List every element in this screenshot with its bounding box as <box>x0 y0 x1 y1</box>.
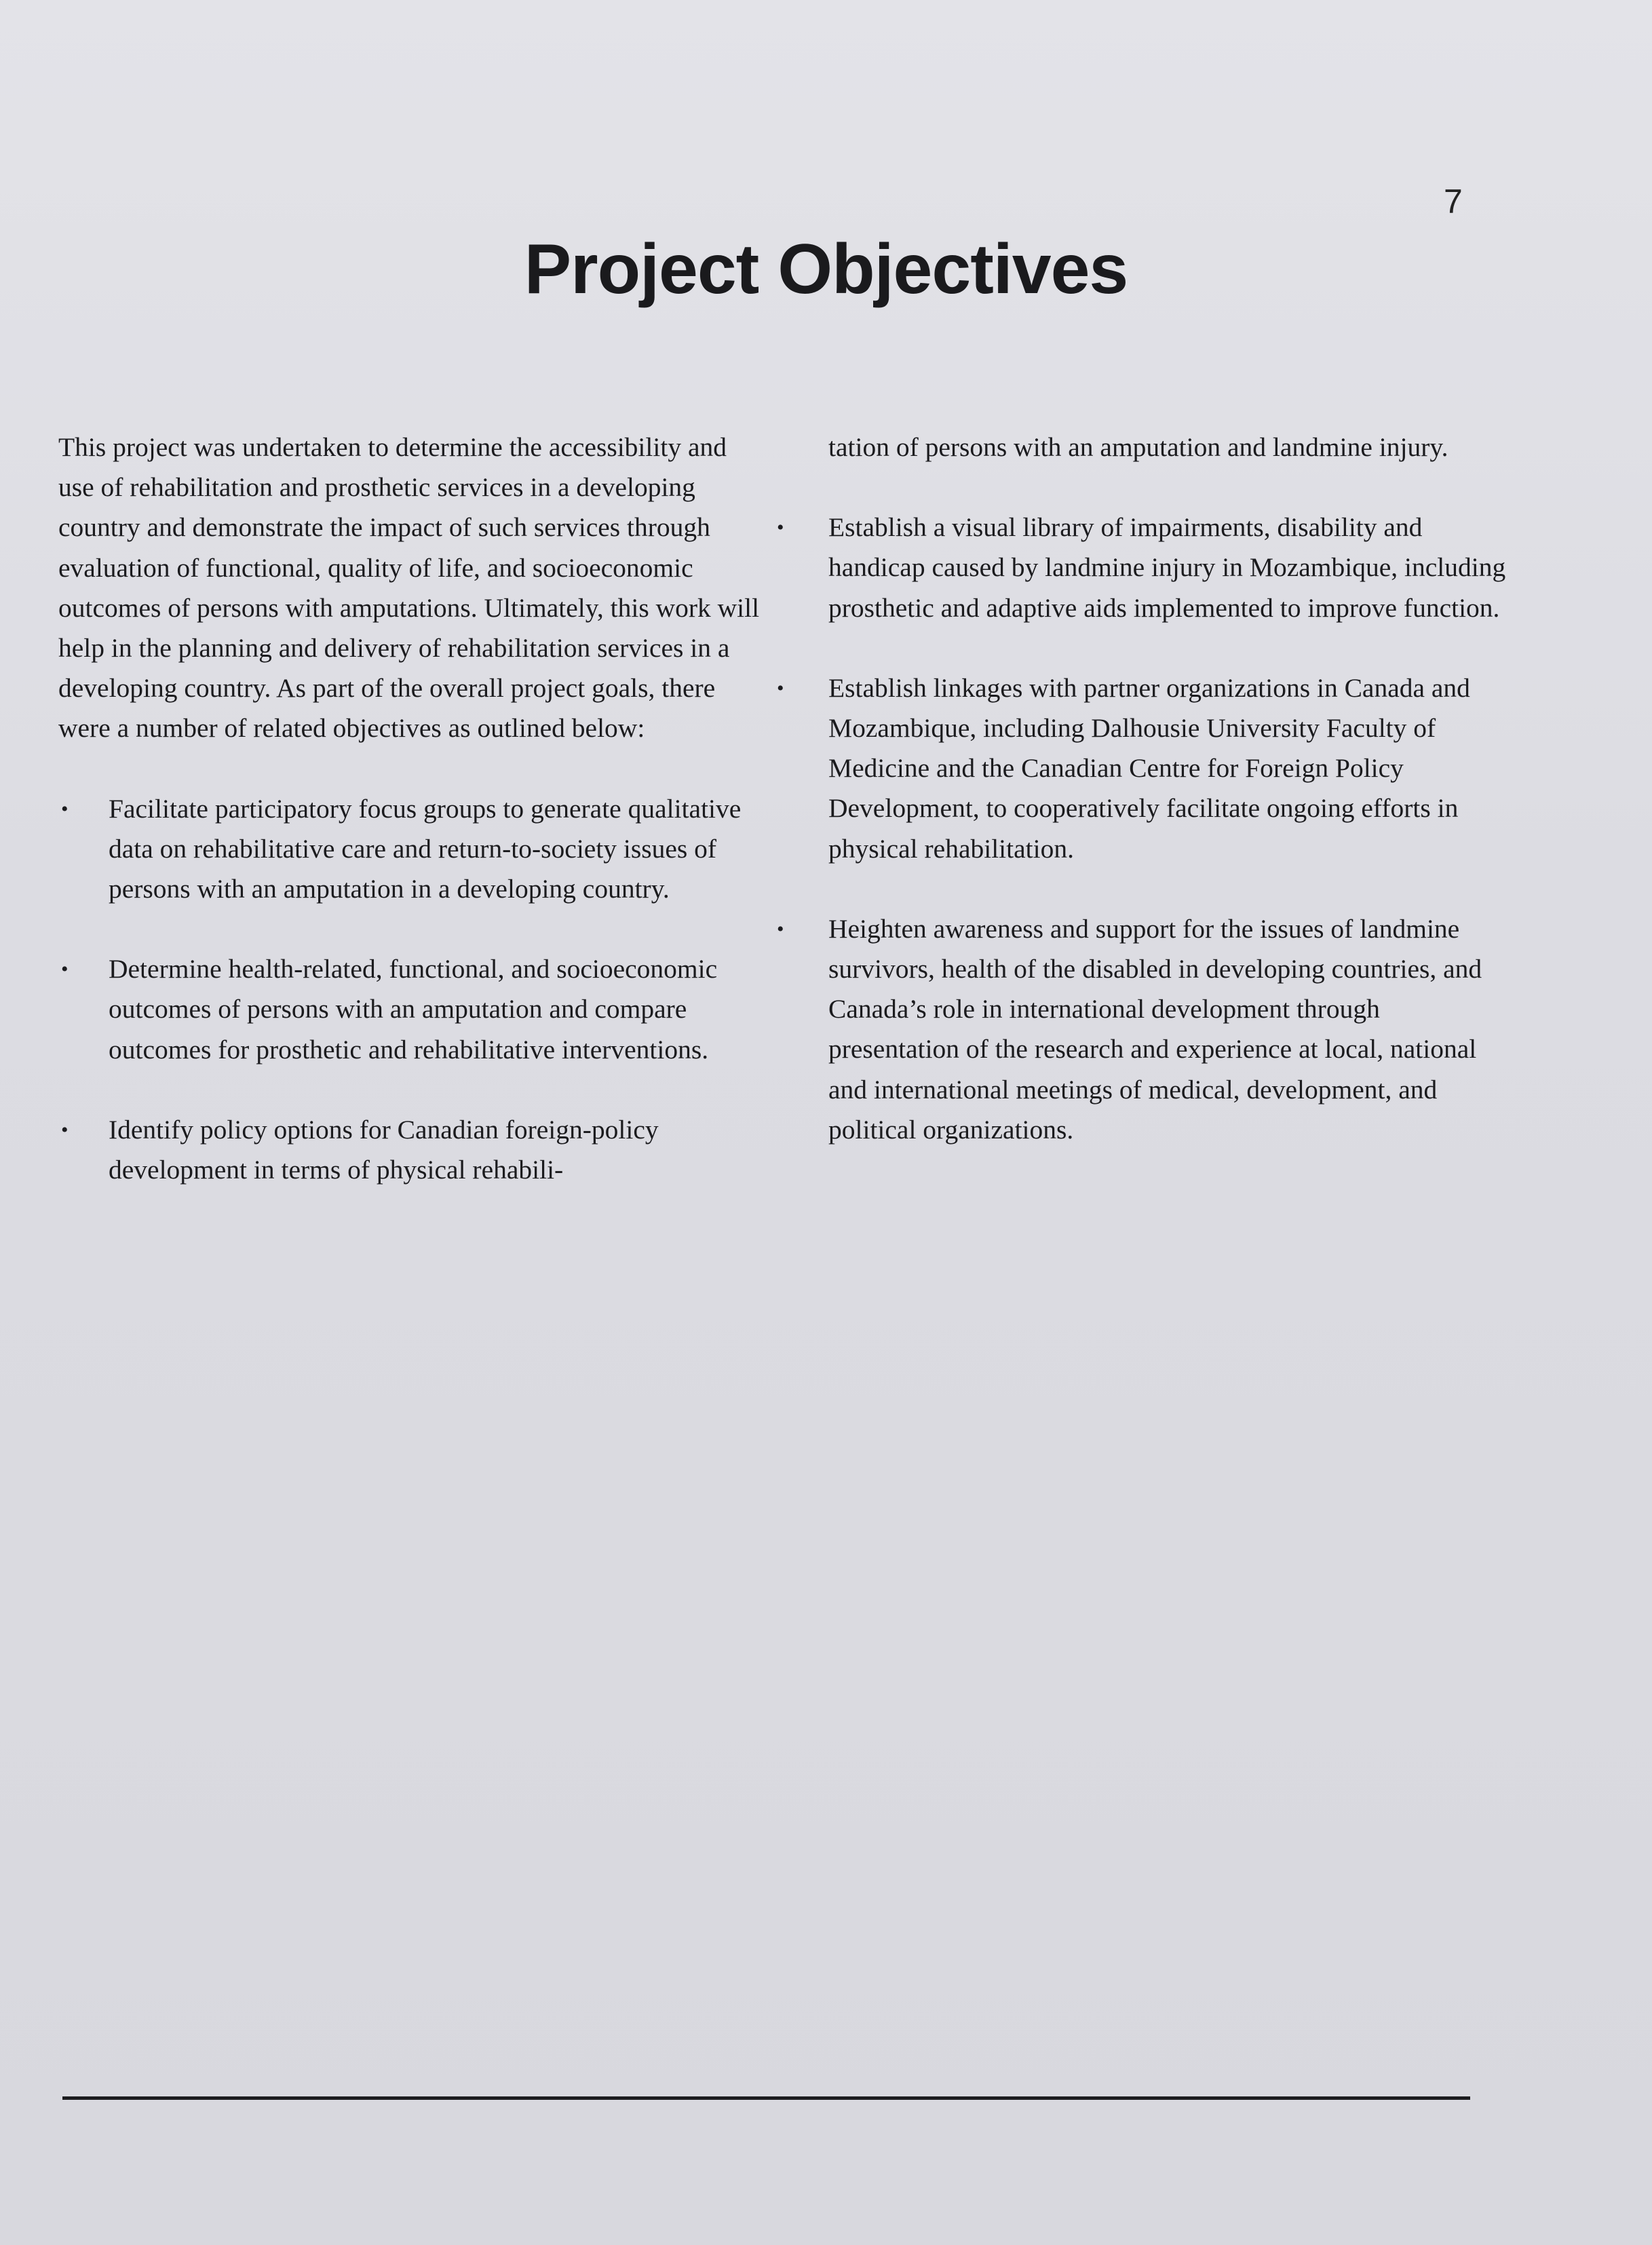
list-item <box>58 1110 764 1190</box>
page-number: 7 <box>1444 183 1463 220</box>
page-title: Project Objectives <box>524 230 1128 309</box>
list-item <box>58 789 764 910</box>
bullet-icon: • <box>777 516 784 539</box>
bullet-icon: • <box>61 797 69 820</box>
bullet-icon: • <box>61 1118 69 1141</box>
footer-rule <box>62 2096 1470 2100</box>
objective-text: Determine health-related, functional, and socioeconomic outcomes of persons with an amputation and compare outcomes for prosthetic and rehabilitative interventions. <box>109 954 718 1064</box>
right-column <box>777 427 1507 1150</box>
objectives-list-right <box>777 507 1507 1150</box>
objective-text: Establish linkages with partner organizations in Canada and Mozambique, including Dalhousie University Faculty of Medicine and the Canadian Centre for Foreign Policy Development, to cooperatively facilitate ongoing efforts in physical rehabilitation. <box>828 672 1470 864</box>
intro-paragraph: This project was undertaken to determine the accessibility and use of rehabilitation and prosthetic services in a developing country and demonstrate the impact of such services through evaluation of functional, quality of life, and socioeconomic outcomes of persons with amputations. Ultimately, this work will help in the planning and delivery of rehabilitation services in a developing country. As part of the overall project goals, there were a number of related objectives as outlined below: <box>58 432 760 744</box>
objective-text: Establish a visual library of impairments, disability and handicap caused by landmine injury in Mozambique, including prosthetic and adaptive aids implemented to improve function. <box>828 512 1506 623</box>
left-column <box>58 427 764 1190</box>
list-item <box>777 507 1507 628</box>
bullet-icon: • <box>777 676 784 699</box>
list-item <box>777 909 1507 1150</box>
objectives-list-left <box>58 789 764 1191</box>
objective-text: Heighten awareness and support for the issues of landmine survivors, health of the disabled in developing countries, and Canada’s role in international development through presentation of the research and experience at local, national and international meetings of medical, development, and political organizations. <box>828 913 1482 1145</box>
continuation-text: tation of persons with an amputation and landmine injury. <box>828 432 1448 462</box>
objective-text: Facilitate participatory focus groups to generate qualitative data on rehabilitative care and return-to-society issues of persons with an amputation in a developing country. <box>109 793 742 904</box>
bullet-icon: • <box>777 917 784 940</box>
list-item <box>58 949 764 1070</box>
objective-text: Identify policy options for Canadian foreign-policy development in terms of physical rehabili- <box>109 1114 659 1185</box>
list-item <box>777 668 1507 869</box>
bullet-icon: • <box>61 958 69 981</box>
